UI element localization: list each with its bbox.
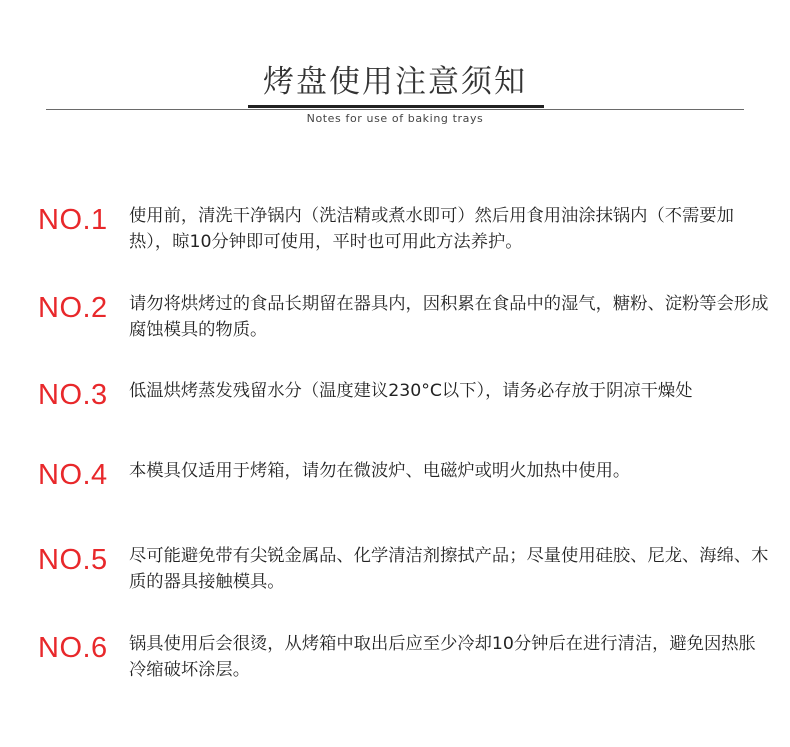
header	[0, 0, 790, 140]
notice-text: 低温烘烤蒸发残留水分（温度建议230°C以下），请务必存放于阴凉干燥处	[129, 381, 693, 401]
notice-number: NO.5	[38, 544, 108, 576]
notice-number: NO.2	[38, 292, 108, 324]
page-subtitle: Notes for use of baking trays	[306, 112, 484, 125]
title-divider	[46, 109, 744, 110]
notice-number: NO.1	[38, 204, 108, 236]
notice-text: 尽可能避免带有尖锐金属品、化学清洁剂擦拭产品；尽量使用硅胶、尼龙、海绵、木质的器具接触模具。	[129, 546, 769, 592]
notice-number: NO.3	[38, 379, 108, 411]
notice-number: NO.4	[38, 459, 108, 491]
notice-text: 锅具使用后会很烫，从烤箱中取出后应至少冷却10分钟后在进行清洁，避免因热胀冷缩破坏涂层。	[129, 634, 756, 680]
notice-text: 请勿将烘烤过的食品长期留在器具内，因积累在食品中的湿气，糖粉、淀粉等会形成腐蚀模具的物质。	[129, 294, 769, 340]
notice-text: 使用前，清洗干净锅内（洗洁精或煮水即可）然后用食用油涂抹锅内（不需要加热），晾10分钟即可使用，平时也可用此方法养护。	[129, 206, 734, 252]
notice-number: NO.6	[38, 632, 108, 664]
notice-text: 本模具仅适用于烤箱，请勿在微波炉、电磁炉或明火加热中使用。	[129, 461, 631, 481]
page-title: 烤盘使用注意须知	[263, 64, 527, 100]
title-underline	[248, 105, 544, 108]
